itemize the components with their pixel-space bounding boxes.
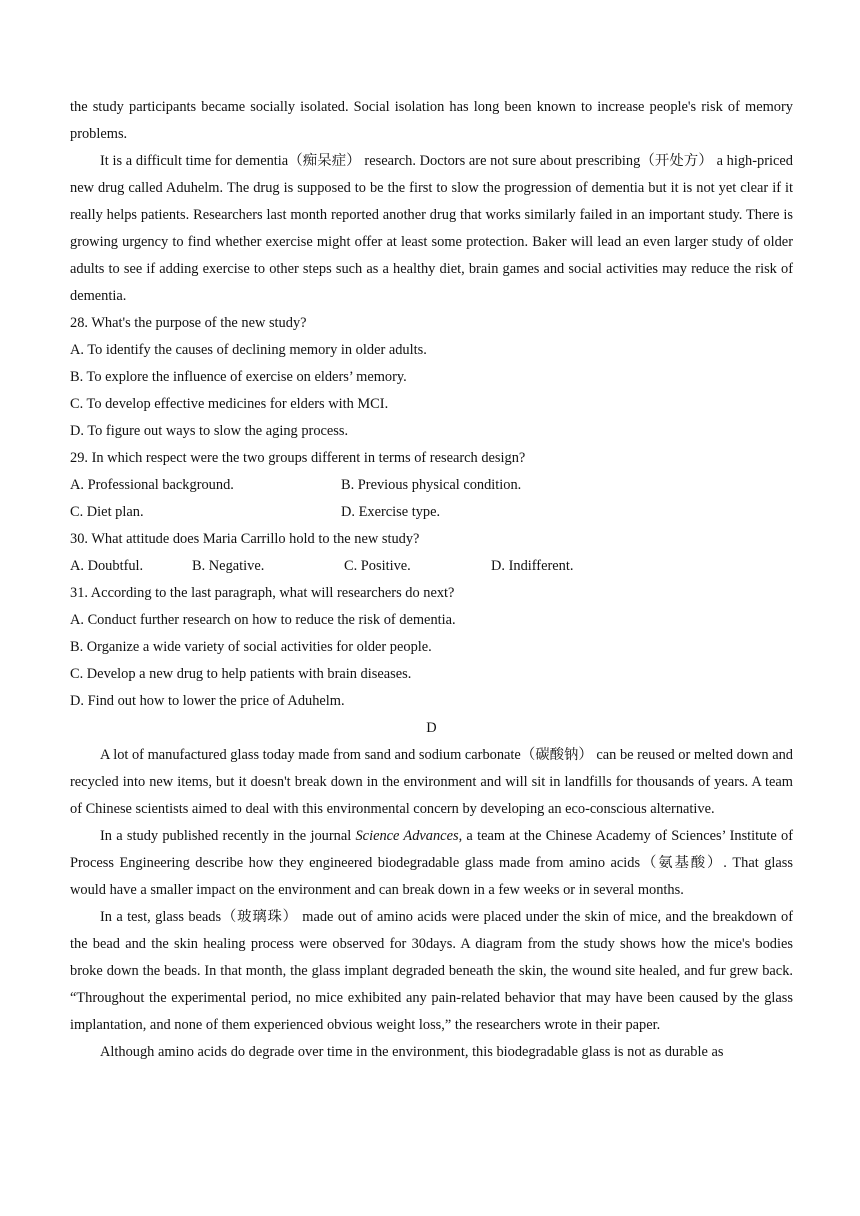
journal-title: Science Advances [355, 828, 459, 844]
options-row [70, 553, 793, 580]
question-31 [70, 580, 793, 715]
option-a: A. Professional background. [70, 477, 234, 493]
paragraph-d2 [70, 823, 793, 904]
options-row [70, 499, 793, 526]
option-d: D. Exercise type. [341, 504, 441, 520]
page-content [70, 94, 793, 1066]
question-stem: 29. In which respect were the two groups different in terms of research design? [70, 450, 526, 466]
paragraph-d1: A lot of manufactured glass today made from sand and sodium carbonate（碳酸钠） can be reused or melted down and recycled into new items, but it doesn't break down in the environment and will sit in landfills for thousands of years. A team of Chinese scientists aimed to deal with this environmental concern by developing an eco-conscious alternative. [70, 747, 793, 817]
question-stem: 30. What attitude does Maria Carrillo hold to the new study? [70, 531, 420, 547]
paragraph-dementia: It is a difficult time for dementia（痴呆症） research. Doctors are not sure about prescribing（开处方） a high-priced new drug called Aduhelm. The drug is supposed to be the first to slow the progression of dementia but it is not yet clear if it really helps patients. Researchers last month reported another drug that works similarly failed in an important study. There is growing urgency to find whether exercise might offer at least some protection. Baker will lead an even larger study of older adults to see if adding exercise to other steps such as a healthy diet, brain games and social activities may reduce the risk of dementia. [70, 153, 793, 304]
option-a: A. Doubtful. [70, 558, 144, 574]
section-heading: D [426, 720, 437, 736]
option-d: D. Find out how to lower the price of Aduhelm. [70, 693, 345, 709]
question-28 [70, 310, 793, 445]
option-b: B. Organize a wide variety of social activities for older people. [70, 639, 432, 655]
options-row [70, 472, 793, 499]
question-30 [70, 526, 793, 580]
option-d: D. Indifferent. [491, 558, 574, 574]
option-c: C. To develop effective medicines for elders with MCI. [70, 396, 389, 412]
option-d: D. To figure out ways to slow the aging process. [70, 423, 349, 439]
option-c: C. Diet plan. [70, 504, 144, 520]
option-c: C. Positive. [344, 558, 411, 574]
option-b: B. To explore the influence of exercise on elders’ memory. [70, 369, 407, 385]
question-29 [70, 445, 793, 526]
option-b: B. Previous physical condition. [341, 477, 522, 493]
option-b: B. Negative. [192, 558, 265, 574]
question-stem: 31. According to the last paragraph, what will researchers do next? [70, 585, 455, 601]
option-a: A. Conduct further research on how to reduce the risk of dementia. [70, 612, 456, 628]
option-c: C. Develop a new drug to help patients with brain diseases. [70, 666, 412, 682]
paragraph-d2-before: In a study published recently in the journal [100, 828, 356, 844]
option-a: A. To identify the causes of declining memory in older adults. [70, 342, 427, 358]
paragraph-d3: In a test, glass beads（玻璃珠） made out of amino acids were placed under the skin of mice, and the breakdown of the bead and the skin healing process were observed for 30days. A diagram from the study shows how the mice's bodies broke down the beads. In that month, the glass implant degraded beneath the skin, the wound site healed, and fur grew back. “Throughout the experimental period, no mice exhibited any pain-related behavior that may have been caused by the glass implantation, and none of them experienced obvious weight loss,” the researchers wrote in their paper. [70, 909, 793, 1033]
paragraph-d4: Although amino acids do degrade over time in the environment, this biodegradable glass is not as durable as [100, 1044, 724, 1060]
paragraph-continued: the study participants became socially isolated. Social isolation has long been known to increase people's risk of memory problems. [70, 99, 793, 142]
paragraph-d2-after: , a team at the Chinese Academy of Sciences’ Institute of Process Engineering describe how they engineered biodegradable glass made from amino acids（氨基酸）. That glass would have a smaller impact on the environment and can break down in a few weeks or in several months. [70, 828, 793, 898]
question-stem: 28. What's the purpose of the new study? [70, 315, 307, 331]
